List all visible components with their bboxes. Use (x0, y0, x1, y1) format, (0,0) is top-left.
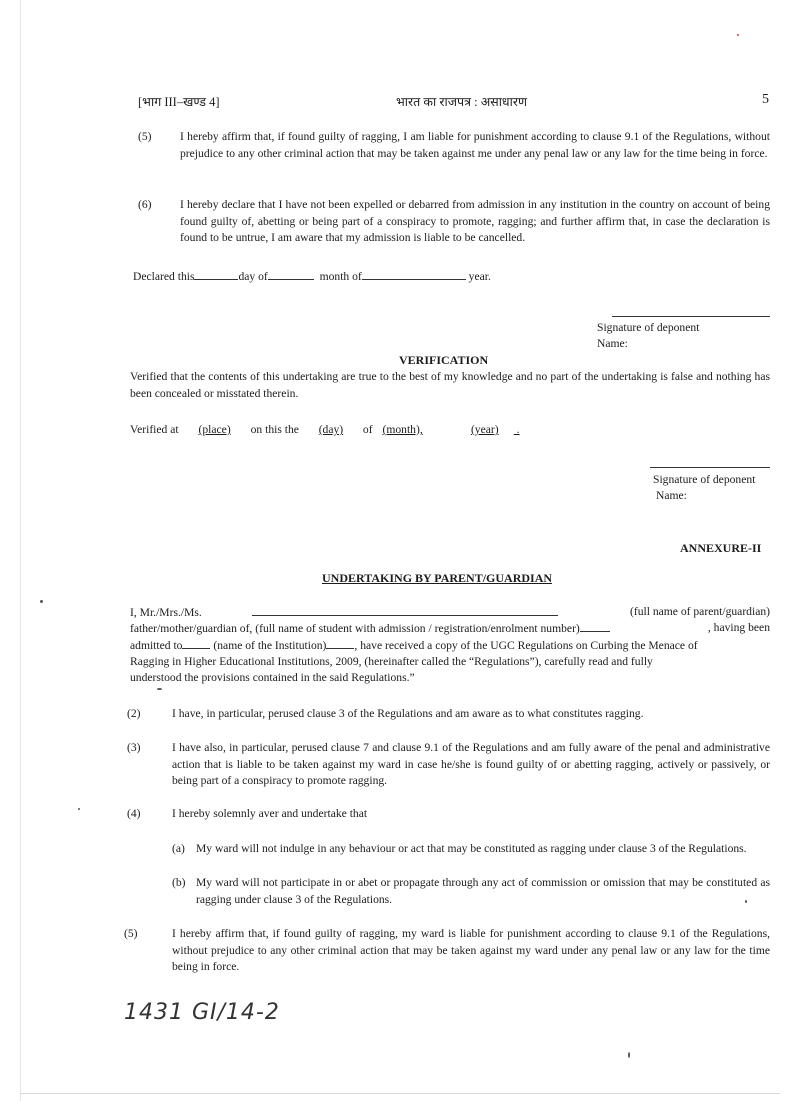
handwritten-note: 1431 GI/14-2 (124, 1000, 280, 1025)
blank-institution-2 (326, 637, 354, 649)
scan-speck (628, 1052, 630, 1058)
scan-speck (78, 808, 80, 810)
scan-speck (157, 688, 162, 690)
parent-item-4: I hereby solemnly aver and undertake that (172, 807, 368, 820)
header-gazette-title: भारत का राजपत्र : असाधारण (396, 95, 528, 109)
intro-line-3 (130, 637, 770, 655)
verified-line: Verified at (place) on this the (day) of (month), (year) . (130, 422, 520, 439)
signature-label: Signature of deponent (653, 473, 756, 486)
item-number: (3) (127, 741, 141, 754)
sub-item-number: (a) (172, 842, 185, 855)
blank-year (362, 268, 466, 280)
item-number: (2) (127, 707, 141, 720)
intro-text: , having been (707, 621, 770, 634)
item-number: (5) (124, 927, 138, 940)
blank-day: (day) (318, 423, 344, 436)
student-item-5: I hereby affirm that, if found guilty of ragging, I am liable for punishment according to clause 9.1 of the Regulations, without prejudice to any other criminal action that may be taken against me under any penal law or any law for the time being in force. (180, 130, 770, 160)
declared-text: day of (238, 270, 268, 283)
annexure-title: UNDERTAKING BY PARENT/GUARDIAN (322, 571, 553, 585)
blank-month (268, 268, 314, 280)
verified-text: of (362, 423, 373, 436)
item-number: (5) (138, 130, 152, 143)
name-label: Name: (656, 489, 687, 502)
signature-label: Signature of deponent (597, 321, 700, 334)
name-label: Name: (597, 337, 628, 350)
blank-day (194, 268, 238, 280)
intro-line-4: Ragging in Higher Educational Institutions, 2009, (hereinafter called the “Regulations”), carefully read and fully (130, 655, 653, 668)
verified-text: on this the (250, 423, 299, 436)
parent-item-4a: My ward will not indulge in any behaviour or act that may be constituted as ragging under clause 3 of the Regulations. (196, 842, 747, 855)
intro-text: , have received a copy of the UGC Regulations on Curbing the Menace of (354, 639, 698, 652)
blank-parent-name (252, 604, 558, 616)
intro-text: admitted to (130, 639, 183, 652)
verification-title: VERIFICATION (399, 353, 489, 367)
scan-speck (745, 900, 747, 903)
header-part-label: [भाग III–खण्ड 4] (138, 95, 220, 109)
page-number: 5 (762, 92, 769, 107)
intro-text: (name of the Institution) (213, 639, 327, 652)
intro-line-2 (130, 620, 770, 638)
blank-place: (place) (198, 423, 231, 436)
annexure-label: ANNEXURE-II (680, 541, 762, 555)
declared-line (133, 268, 491, 286)
declared-text: month of (319, 270, 362, 283)
sub-item-number: (b) (172, 876, 186, 889)
intro-line-1 (130, 604, 770, 622)
item-number: (6) (138, 198, 152, 211)
item-number: (4) (127, 807, 141, 820)
student-item-6: I hereby declare that I have not been expelled or debarred from admission in any institution in the country on account of being found guilty of, abetting or being part of a conspiracy to promote, ragging; and further affirm that, in case the declaration is found to be untrue, I am aware that my admission is liable to be cancelled. (180, 198, 770, 244)
scan-speck (40, 600, 43, 603)
signature-line (612, 316, 770, 317)
scan-bottom-edge (20, 1093, 780, 1094)
intro-line-5: understood the provisions contained in the said Regulations.” (130, 671, 415, 684)
blank-year: (year) (470, 423, 499, 436)
scan-speck (737, 34, 739, 36)
blank-institution (182, 637, 210, 649)
signature-line (650, 467, 770, 468)
intro-text: (full name of parent/guardian) (629, 605, 770, 618)
intro-text: I, Mr./Mrs./Ms. (130, 606, 202, 619)
verification-text: Verified that the contents of this undertaking are true to the best of my knowledge and no part of the undertaking is false and nothing has been concealed or misstated therein. (130, 370, 770, 400)
parent-item-3: I have also, in particular, perused clause 7 and clause 9.1 of the Regulations and am fully aware of the penal and administrative action that is liable to be taken against my ward in case he/she is found guilty of or abetting ragging, actively or passively, or being part of a conspiracy to promote ragging. (172, 741, 770, 787)
parent-item-5: I hereby affirm that, if found guilty of ragging, my ward is liable for punishment according to clause 9.1 of the Regulations, without prejudice to any other criminal action that may be taken against my ward under any penal law or any law for the time being in force. (172, 927, 770, 973)
parent-item-2: I have, in particular, perused clause 3 of the Regulations and am aware as to what constitutes ragging. (172, 707, 644, 720)
declared-text: Declared this (133, 270, 195, 283)
intro-text: father/mother/guardian of, (full name of student with admission / registration/enrolment number) (130, 622, 580, 635)
blank-month: (month), (382, 423, 423, 436)
scan-edge (20, 0, 21, 1101)
blank-student (580, 620, 610, 632)
declared-text: year. (468, 270, 491, 283)
verified-text: Verified at (130, 423, 179, 436)
parent-item-4b: My ward will not participate in or abet or propagate through any act of commission or omission that may be constituted as ragging under clause 3 of the Regulations. (196, 876, 770, 906)
